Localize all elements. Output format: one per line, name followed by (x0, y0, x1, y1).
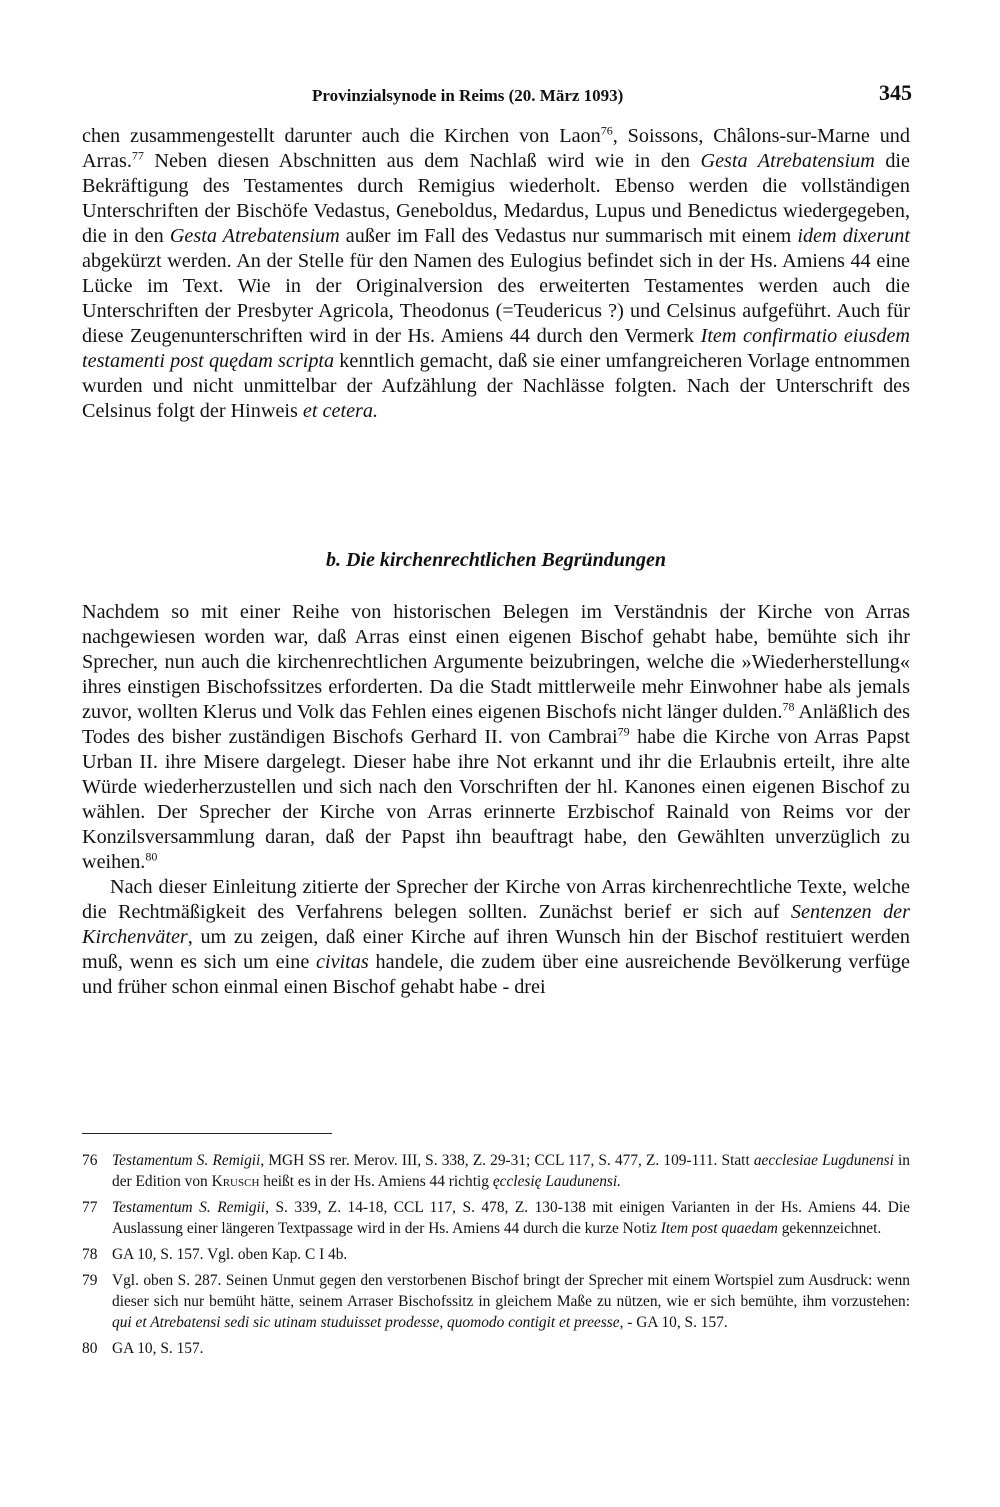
footnote-79: 79 Vgl. oben S. 287. Seinen Unmut gegen den verstorbenen Bischof bringt der Sprecher mit einem Wortspiel zum Ausdruck: wenn dieser sich nur bemüht hätte, seinem Arraser Bischofssitz in gleichem Maße zu nützen, wie er sich bemühte, ihm vorzustehen: qui et Atrebatensi sedi sic utinam studuisset prodesse, quomodo contigit et preesse, - GA 10, S. 157. (82, 1272, 910, 1331)
page-number: 345 (879, 80, 912, 105)
footnote-divider (82, 1133, 332, 1134)
footnote-number: 77 (82, 1199, 98, 1216)
footnote-number: 79 (82, 1272, 98, 1289)
footnote-ref[interactable]: 79 (617, 724, 630, 739)
footnote-ref[interactable]: 78 (782, 699, 795, 714)
footnote-ref[interactable]: 80 (145, 849, 158, 864)
footnote-ref[interactable]: 77 (131, 148, 144, 163)
section-heading: b. Die kirchenrechtlichen Begründungen (325, 549, 667, 571)
footnote-ref[interactable]: 76 (600, 123, 613, 138)
running-head (312, 80, 912, 110)
paragraph-1: Nachdem so mit einer Reihe von historischen Belegen im Verständnis der Kirche von Arras nachgewiesen worden war, daß Arras einst einen eigenen Bischof gehabt habe, bemühte sich ihr Sprecher, nun auch die kirchenrechtlichen Argumente beizubringen, welche die »Wiederherstellung« ihres einstigen Bischofssitzes erforderten. Da die Stadt mittlerweile mehr Einwohner habe als jemals zuvor, wollten Klerus und Volk das Fehlen eines eigenen Bischofs nicht länger dulden.$^{78}$ Anläßlich des Todes des bisher zuständigen Bischofs Gerhard II. von Cambrai$^{79}$ habe die Kirche von Arras Papst Urban II. ihre Misere dargelegt. Dieser habe ihre Not erkannt und ihr die Erlaubnis erteilt, ihre alte Würde wiederherzustellen und sich nach den Vorschriften der hl. Kanones einen eigenen Bischof zu wählen. Der Sprecher der Kirche von Arras erinnerte Erzbischof Rainald von Reims vor der Konzilsversammlung daran, daß der Papst ihn beauftragt habe, den Gewählten unverzüglich zu weihen.$^{80}$ (82, 601, 911, 873)
running-title: Provinzialsynode in Reims (20. März 1093) (312, 86, 624, 105)
footnote-number: 80 (82, 1340, 98, 1357)
footnote-number: 78 (82, 1246, 98, 1263)
paragraph-2: Nach dieser Einleitung zitierte der Sprecher der Kirche von Arras kirchenrechtliche Texte, welche die Rechtmäßigkeit des Verfahrens belegen sollten. Zunächst berief er sich auf Sentenzen der Kirchenväter, um zu zeigen, daß einer Kirche auf ihren Wunsch hin der Bischof restituiert werden muß, wenn es sich um eine civitas handele, die zudem über eine ausreichende Bevölkerung verfüge und früher schon einmal einen Bischof gehabt habe - drei (82, 876, 910, 998)
main-text (82, 600, 910, 1000)
footnotes (82, 1150, 910, 1364)
footnote-77: 77 Testamentum S. Remigii, S. 339, Z. 14-18, CCL 117, S. 478, Z. 130-138 mit einigen Varianten in der Hs. Amiens 44. Die Auslassung einer längeren Textpassage wird in der Hs. Amiens 44 durch die kurze Notiz Item post quaedam gekennzeichnet. (82, 1199, 911, 1237)
footnote-80: 80 GA 10, S. 157. (82, 1340, 204, 1357)
footnote-number: 76 (82, 1152, 98, 1169)
top-paragraph: chen zusammengestellt darunter auch die Kirchen von Laon$^{76}$, Soissons, Châlons-sur-Marne und Arras.$^{77}$ Neben diesen Abschnitten aus dem Nachlaß wird wie in den Gesta Atrebatensium die Bekräftigung des Testamentes durch Remigius wiederholt. Ebenso werden die vollständigen Unterschriften der Bischöfe Vedastus, Geneboldus, Medardus, Lupus und Benedictus wiedergegeben, die in den Gesta Atrebatensium außer im Fall des Vedastus nur summarisch mit einem idem dixerunt abgekürzt werden. An der Stelle für den Namen des Eulogius befindet sich in der Hs. Amiens 44 eine Lücke im Text. Wie in der Originalversion des erweiterten Testamentes werden auch die Unterschriften der Presbyter Agricola, Theodonus (=Teudericus ?) und Celsinus aufgeführt. Auch für diese Zeugenunterschriften wird in der Hs. Amiens 44 durch den Vermerk Item confirmatio eiusdem testamenti post quędam scripta kenntlich gemacht, daß sie einer umfangreicheren Vorlage entnommen wurden und nicht unmittelbar der Aufzählung der Nachlässe folgten. Nach der Unterschrift des Celsinus folgt der Hinweis et cetera. (82, 123, 911, 422)
footnote-78: 78 GA 10, S. 157. Vgl. oben Kap. C I 4b. (82, 1246, 348, 1263)
footnote-76: 76 Testamentum S. Remigii, MGH SS rer. Merov. III, S. 338, Z. 29-31; CCL 117, S. 477, Z. 109-111. Statt aecclesiae Lugdunensi in der Edition von Krusch heißt es in der Hs. Amiens 44 richtig ęcclesię Laudunensi. (82, 1152, 911, 1190)
